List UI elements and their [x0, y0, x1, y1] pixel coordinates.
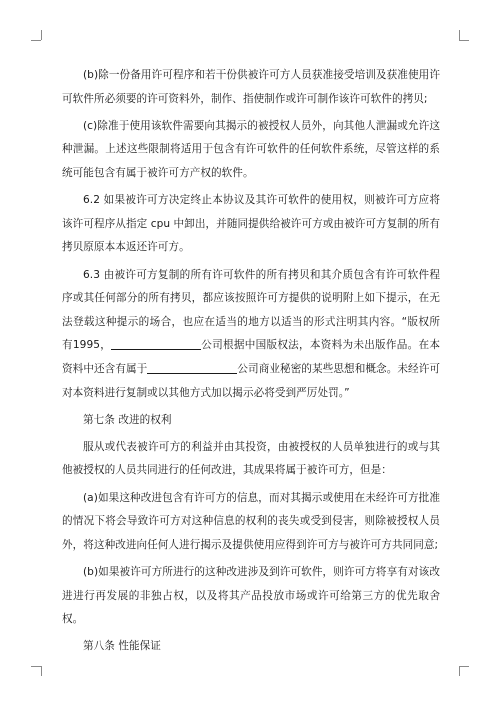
- crop-mark-top-left: [41, 30, 42, 40]
- crop-mark-bottom-right: [459, 666, 460, 676]
- crop-mark-top-right: [459, 40, 469, 41]
- blank-line: [147, 361, 237, 374]
- crop-mark-bottom-left: [41, 666, 42, 676]
- article-7-heading: 第七条 改进的权利: [83, 413, 172, 426]
- paragraph-6-3-copyright-notice: [62, 264, 440, 406]
- paragraph-6-3-part1: 6.3 由被许可方复制的所有许可软件的所有拷贝和其介质包含有许可软件程序或其任何部分的所有拷贝，都应该按照许可方提供的说明附上如下提示，在无法登载这种提示的场合，也应在适当的地方以适当的形式注明其内容。“版权所有1995，: [62, 268, 440, 352]
- crop-mark-top-right: [459, 30, 460, 40]
- article-8-heading: 第八条 性能保证: [83, 640, 161, 653]
- paragraph-7-a: (a)如果这种改进包含有许可方的信息，而对其揭示或使用在未经许可方批准的情况下将会导致许可方对这种信息的权利的丧失或受到侵害，则除被授权人员外，将这种改进向任何人进行揭示及提供使用应得到许可方与被许可方共同同意;: [62, 491, 440, 551]
- paragraph-b-copies: (b)除一份备用许可程序和若干份供被许可方人员获准接受培训及获准使用许可软件所必须要的许可资料外，制作、指使制作或许可制作该许可软件的拷贝;: [62, 69, 440, 105]
- paragraph-6-2-termination: 6.2 如果被许可方决定终止本协议及其许可软件的使用权，则被许可方应将该许可程序从指定 cpu 中卸出，并随同提供给被许可方或由被许可方复制的所有拷贝原原本本返还许可方。: [62, 194, 440, 254]
- crop-mark-bottom-right: [459, 666, 469, 667]
- blank-line: [111, 337, 201, 350]
- crop-mark-bottom-left: [31, 666, 41, 667]
- paragraph-6-3-part3: 公司商业秘密的某些思想和概念。未经许可对本资料进行复制或以其他方式加以揭示必将受到严厉处罚。”: [62, 362, 441, 399]
- paragraph-7-intro: 服从或代表被许可方的利益并由其投资，由被授权的人员单独进行的或与其他被授权的人员共同进行的任何改进，其成果将属于被许可方，但是：: [62, 440, 440, 477]
- document-body: [62, 64, 440, 663]
- paragraph-6-3-part2: 公司根据中国版权法，本资料为未出版作品。在本资料中还含有属于: [62, 339, 440, 375]
- paragraph-c-disclosure: (c)除准于使用该软件需要向其揭示的被授权人员外，向其他人泄漏或允许这种泄漏。上述这些限制将适用于包含有许可软件的任何软件系统，尽管这样的系统可能包含有属于被许可方产权的软件。: [62, 119, 440, 179]
- paragraph-7-b: (b)如果被许可方所进行的这种改进涉及到许可软件，则许可方将享有对该改进进行再发展的非独占权，以及将其产品投放市场或许可给第三方的优先取舍权。: [62, 566, 440, 626]
- crop-mark-top-left: [31, 40, 41, 41]
